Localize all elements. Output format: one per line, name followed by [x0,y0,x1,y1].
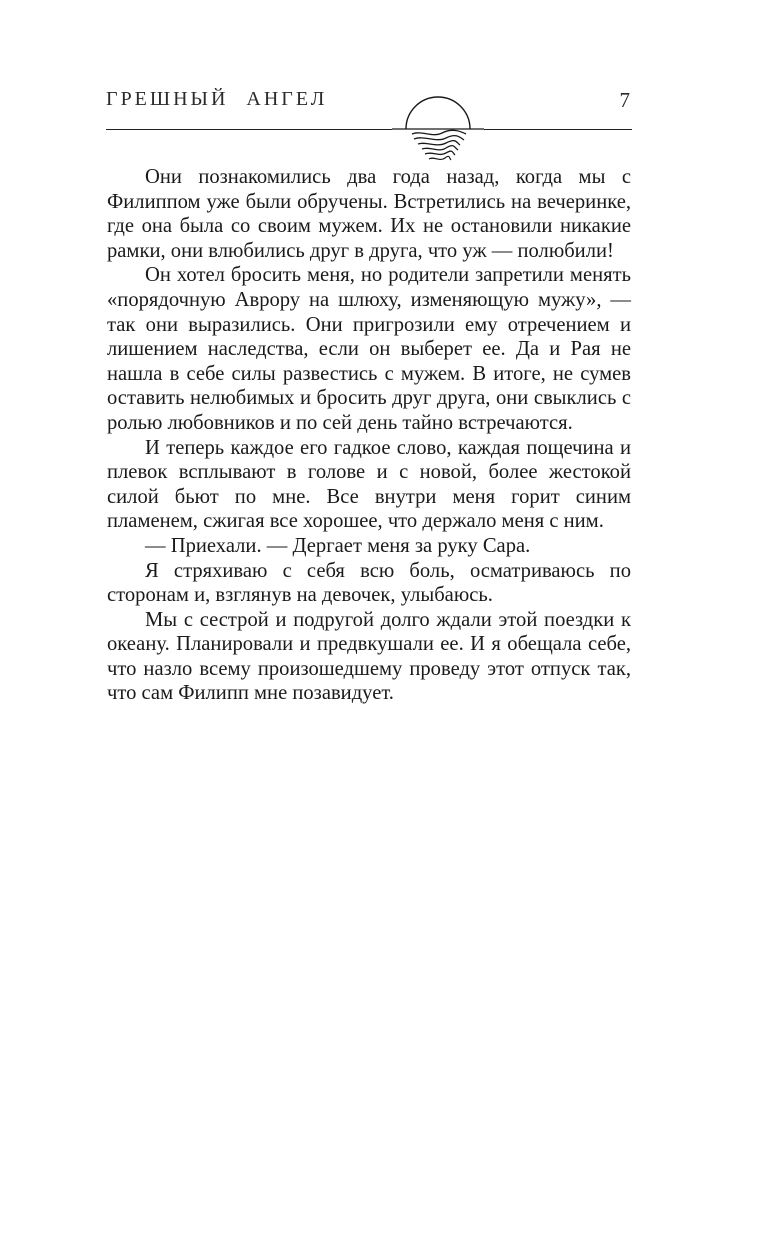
paragraph: Я стряхиваю с себя всю боль, осматриваюсь по сторонам и, взглянув на девочек, улыбаюсь. [107,559,631,607]
sunset-over-water-icon [392,96,484,172]
body-text [107,165,631,706]
paragraph: Он хотел бросить меня, но родители запретили менять «порядочную Аврору на шлюху, изменяющую мужу», — так они выразились. Они пригрозили ему отречением и лишением наследства, если он выберет ее. Да и Рая не нашла в себе силы развестись с мужем. В итоге, не сумев оставить нелюбимых и бросить друг друга, они свыклись с ролью любовников и по сей день тайно встречаются. [107,264,631,434]
page-number: 7 [619,88,630,112]
paragraph: Они познакомились два года назад, когда мы с Филиппом уже были обручены. Встретились на вечеринке, где она была со своим мужем. Их не остановили никакие рамки, они влюбились друг в друга, что уж — полюбили! [107,166,631,262]
header-rule [106,129,632,130]
paragraph: Мы с сестрой и подругой долго ждали этой поездки к океану. Планировали и предвкушали ее. И я обещала себе, что назло всему произошедшему проведу этот отпуск так, что сам Филипп мне позавидует. [107,608,631,705]
paragraph: — Приехали. — Дергает меня за руку Сара. [145,534,531,557]
running-title: ГРЕШНЫЙ АНГЕЛ [106,88,328,110]
paragraph: И теперь каждое его гадкое слово, каждая пощечина и плевок всплывают в голове и с новой, более жестокой силой бьют по мне. Все внутри меня горит синим пламенем, сжигая все хорошее, что держало меня с ним. [107,436,631,533]
